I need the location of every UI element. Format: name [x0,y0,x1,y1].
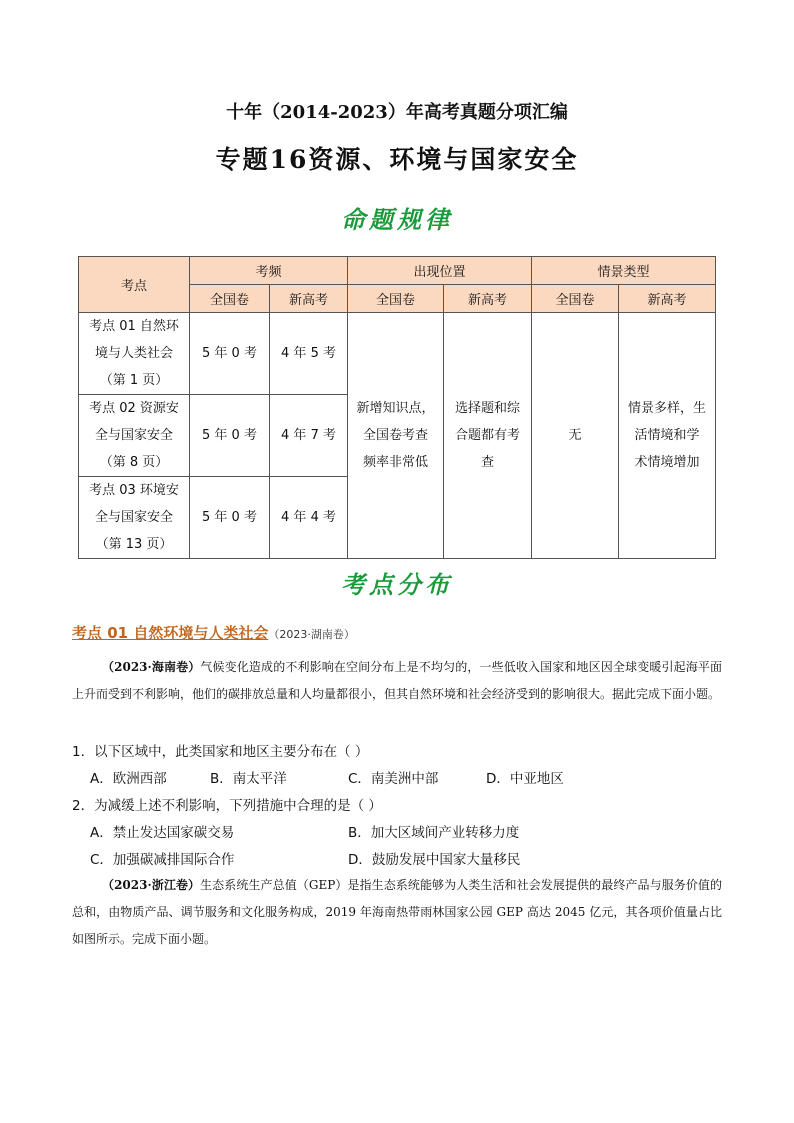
cell-line: 术情境增加 [634,455,700,470]
header-position: 出现位置 [348,257,532,285]
header-freq-national: 全国卷 [190,285,270,313]
distribution-section-title: 考点分布 [341,571,453,599]
header-scenario: 情景类型 [532,257,716,285]
freq-national-cell: 5 年 0 考 [190,313,270,395]
passage-2-text: 生态系统生产总值（GEP）是指生态系统能够为人类生活和社会发展提供的最终产品与服务价值的总和，由物质产品、调节服务和文化服务构成，2019 年海南热带雨林国家公园 GEP 高达 2045 亿元，其各项价值量占比如图所示。完成下面小题。 [72,878,722,946]
freq-national-cell: 5 年 0 考 [190,395,270,477]
header-frequency: 考频 [190,257,348,285]
summary-table [78,256,716,559]
header-scen-new: 新高考 [619,285,716,313]
scenario-new-cell [619,313,716,559]
point01-title: 考点 01 自然环境与人类社会 [72,624,269,642]
question-2-option-d: D．鼓励发展中国家大量移民 [348,852,521,868]
freq-new-cell: 4 年 4 考 [270,477,348,559]
topic-title: 专题16资源、环境与国家安全 [215,145,579,174]
header-freq-new: 新高考 [270,285,348,313]
freq-national-cell: 5 年 0 考 [190,477,270,559]
header-pos-new: 新高考 [444,285,532,313]
cell-line: 选择题和综 [455,401,521,416]
passage-2-source: （2023·浙江卷） [102,878,201,892]
header-pos-national: 全国卷 [348,285,444,313]
cell-line: 情景多样，生 [628,401,707,416]
question-1-stem: 1．以下区域中，此类国家和地区主要分布在（ ） [72,744,369,760]
freq-new-cell: 4 年 5 考 [270,313,348,395]
cell-line: 频率非常低 [363,455,429,470]
header-scen-national: 全国卷 [532,285,619,313]
cell-line: 全国卷考查 [363,428,429,443]
rules-section-title: 命题规律 [341,206,453,234]
passage-1-text: 气候变化造成的不利影响在空间分布上是不均匀的，一些低收入国家和地区因全球变暖引起海平面上升而受到不利影响，他们的碳排放总量和人均量都很小，但其自然环境和社会经济受到的影响很大。据此完成下面小题。 [72,660,723,701]
question-1-option-c: C．南美洲中部 [348,771,439,787]
position-national-cell [348,313,444,559]
document-title: 十年（2014-2023）年高考真题分项汇编 [226,102,568,123]
point-line: 全与国家安全 [94,510,173,525]
question-2-option-c: C．加强碳减排国际合作 [90,852,235,868]
point-cell [79,395,190,477]
scenario-national-cell: 无 [532,313,619,559]
question-2-option-a: A．禁止发达国家碳交易 [90,825,235,841]
position-new-cell [444,313,532,559]
point-line: （第 1 页） [99,373,169,388]
freq-new-cell: 4 年 7 考 [270,395,348,477]
point-line: 考点 02 资源安 [89,401,179,416]
point01-tag: （2023·湖南卷） [268,628,355,641]
cell-line: 查 [481,455,495,470]
cell-line: 合题都有考 [455,428,521,443]
point-cell [79,477,190,559]
question-2-option-b: B．加大区域间产业转移力度 [348,825,520,841]
point-line: （第 8 页） [99,455,169,470]
point-line: （第 13 页） [95,537,173,552]
point-cell [79,313,190,395]
point01-heading [72,622,355,643]
question-1-option-d: D．中亚地区 [486,771,564,787]
question-1-option-a: A．欧洲西部 [90,771,167,787]
point-line: 考点 03 环境安 [89,483,179,498]
cell-line: 新增知识点， [356,401,435,416]
passage-1 [72,654,722,708]
point-line: 境与人类社会 [94,346,173,361]
point-line: 全与国家安全 [94,428,173,443]
point-line: 考点 01 自然环 [89,319,179,334]
table-row [79,313,716,395]
question-1-option-b: B．南太平洋 [210,771,287,787]
passage-2 [72,872,722,953]
question-2-stem: 2．为减缓上述不利影响，下列措施中合理的是（ ） [72,798,382,814]
header-point: 考点 [79,257,190,313]
passage-1-source: （2023·海南卷） [102,660,201,674]
cell-line: 活情境和学 [634,428,700,443]
